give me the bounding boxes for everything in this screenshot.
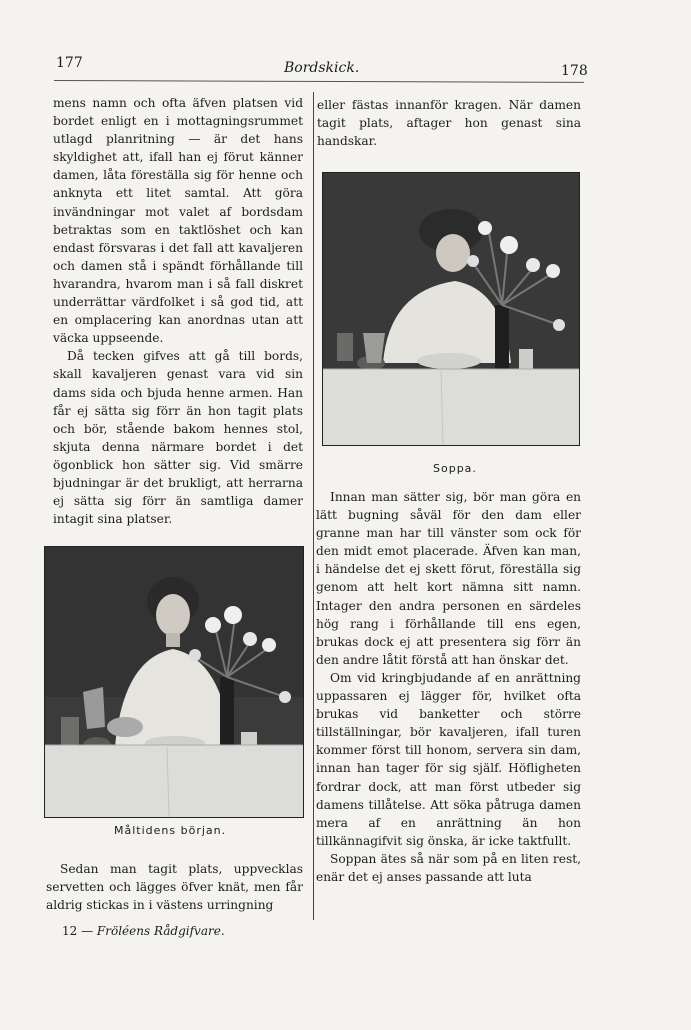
right-column-bottom-text	[316, 488, 581, 886]
caption-soup: Soppa.	[433, 462, 477, 475]
right-paragraph-3: Om vid kringbjudande af en anrättning uppassaren ej lägger för, hvilket ofta brukas vid banketter och större tillställningar, bör kavaljeren, ifall turen kommer först till honom, servera sin dam, innan han tager för sig själf. Höfligheten fordrar dock, att man först utbeder sig damens tillåtelse. Att söka påtruga damen mera af en anrättning än hon tillkännagifvit sig önska, är icke taktfullt.	[316, 670, 581, 848]
page-number-left: 177	[56, 55, 83, 71]
page-number-right: 178	[561, 63, 588, 79]
left-paragraph-3: Sedan man tagit plats, uppvecklas servetten och lägges öfver knät, men får aldrig stickas in i västens urringning	[46, 862, 303, 913]
right-column-top-text	[317, 96, 581, 150]
footer-book-title: Fröléens Rådgifvare.	[96, 924, 225, 938]
column-divider	[313, 92, 314, 920]
right-paragraph-1: eller fästas innanför kragen. När damen tagit plats, aftager hon genast sina handskar.	[317, 98, 581, 149]
header-rule	[54, 80, 584, 83]
caption-meal-beginning: Måltidens början.	[114, 824, 227, 837]
right-paragraph-4: Soppan ätes så när som på en liten rest, enär det ej anses passande att luta	[316, 851, 581, 884]
left-paragraph-1: mens namn och ofta äfven platsen vid bordet enligt en i mottagningsrummet utlagd planritning — är det hans skyldighet att, ifall han ej förut känner damen, låta föreställa sig för henne och anknyta ett litet samtal. Att göra invändningar mot valet af bordsdam betraktas som en taktlöshet och kan endast försvaras i det fall att kavaljeren och damen stå i spändt förhållande till hvarandra, hvarom man i så fall diskret underrättar värdfolket i så god tid, att en omplacering kan anordnas utan att väcka uppseende.	[53, 96, 303, 346]
photo-meal-beginning	[44, 546, 304, 818]
footer-signature-number: 12 —	[62, 924, 94, 938]
footer-signature	[62, 924, 225, 938]
left-column-bottom-text	[46, 860, 303, 914]
left-column-top-text	[53, 94, 303, 528]
right-paragraph-2: Innan man sätter sig, bör man göra en lätt bugning såväl för den dam eller granne man har till vänster som ock för den midt emot placerade. Äfven kan man, i händelse det ej skett förut, föreställa sig genom att helt kort nämna sitt namn. Intager den andra personen en särdeles hög rang i förhållande till ens egen, brukas dock ej att presentera sig förr än den andre låtit förstå att han önskar det.	[316, 490, 581, 667]
left-paragraph-2: Då tecken gifves att gå till bords, skall kavaljeren genast vara vid sin dams sida och bjuda henne armen. Han får ej sätta sig förr än hon tagit plats och bör, stående bakom hennes stol, skjuta denna närmare bordet i det ögonblick hon sätter sig. Vid smärre bjudningar är det brukligt, att herrarna ej sätta sig förr än samtliga damer intagit sina platser.	[53, 349, 303, 527]
running-title: Bordskick.	[284, 60, 360, 76]
photo-soup	[322, 172, 580, 446]
